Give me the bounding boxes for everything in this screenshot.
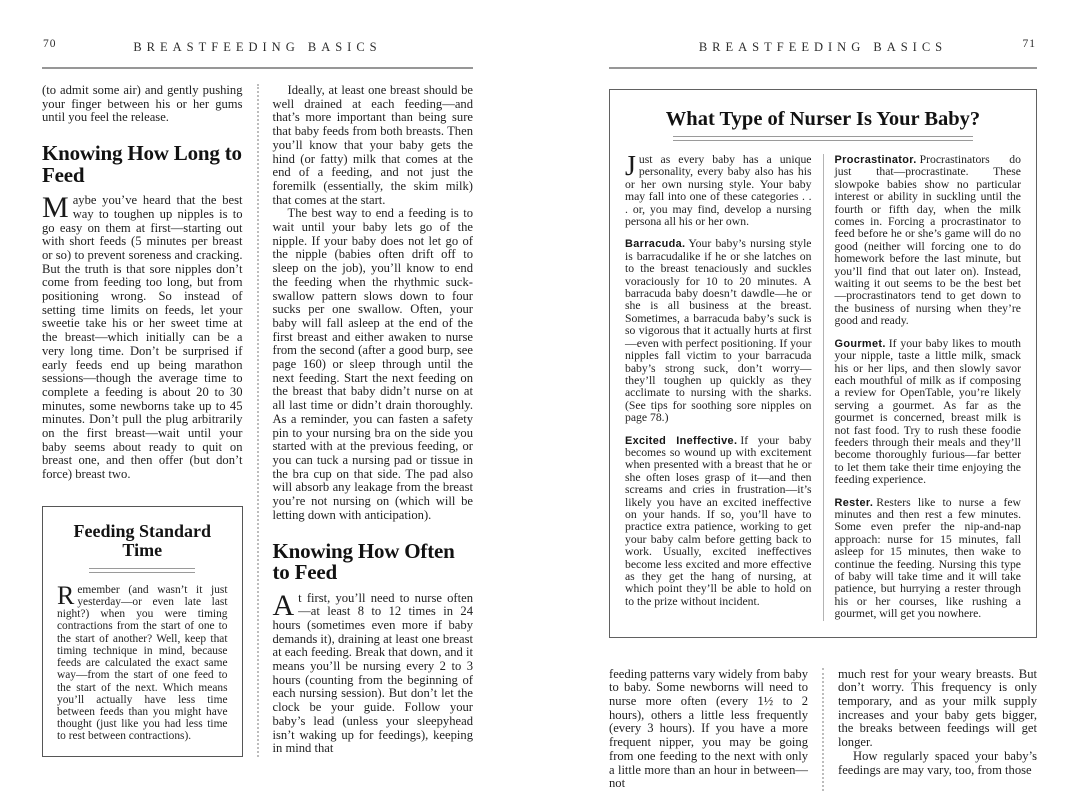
paragraph-end-feeding: The best way to end a feeding is to wait until your baby lets go of the nipple. If your baby does not let go of the nipple (babies often drift off to sleep on the job), you’ll know to end the feeding when the rhythmic suck-swallow pattern slows down to four sucks per one swallow. Often, your baby will fall asleep at the end of the first breast and either awaken to nurse from the second (after a good burp, see page 160) or sleep through until the next feeding. Start the next feeding on the breast that baby didn’t nurse on at all last time or didn’t drain thoroughly. As a reminder, you can fasten a safety pin to your nursing bra on the side you started with at the previous feeding, or you can tuck a nursing pad or tissue in the bra cup on that side. The pad also will absorb any leakage from the breast you’re not nursing on (which will be letting down with anticipation). <box>272 206 473 522</box>
continuation-paragraph: (to admit some air) and gently pushing your finger between his or her gums until you feel the release. <box>42 83 243 125</box>
paragraph-ideally: Ideally, at least one breast should be well drained at each feeding—and that’s more important than being sure that baby feeds from both breasts. Then you’ll know that your baby gets the hind (or fatty) milk that comes at the end of a feeding, and not just the foremilk (essentially, the skim milk) that comes at the start. <box>272 83 473 207</box>
page-70-column-2 <box>273 84 474 757</box>
box-column-2 <box>835 154 1022 621</box>
entry-procrastinator <box>835 154 1022 328</box>
bottom-paragraph-how-regularly: How regularly spaced your baby’s feedings are may vary, too, from those <box>838 748 1037 777</box>
dropcap-m: M <box>42 191 69 225</box>
entry-gourmet <box>835 338 1022 487</box>
running-head-right: BREASTFEEDING BASICS <box>698 40 948 54</box>
paragraph-how-often <box>272 588 474 756</box>
page-71 <box>609 30 1037 791</box>
dropcap-a: A <box>272 588 295 622</box>
column-divider-dotted-left-page <box>257 84 259 757</box>
page-70 <box>42 30 473 757</box>
page-71-bottom-columns <box>609 668 1037 791</box>
section-heading-how-long: Knowing How Long to Feed <box>42 141 242 187</box>
box-what-type-of-nurser <box>609 89 1037 638</box>
paragraph-how-long <box>42 191 243 482</box>
entry-excited-ineffective <box>625 435 812 609</box>
page-70-column-1 <box>42 84 243 757</box>
entry-procrastinator-label: Procrastinator. <box>834 154 917 166</box>
bottom-continuation-paragraph: feeding patterns vary widely from baby to baby. Some newborns will need to nurse more often (every 1½ to 2 hours), others a little less frequently (every 3 hours). If you have a more frequent nipper, you may be going from one feeding to the next with only a little more than an hour in between—not <box>609 666 808 791</box>
page-70-header <box>42 30 473 69</box>
entry-rester-label: Rester. <box>834 496 874 509</box>
box-column-1 <box>625 151 812 621</box>
dropcap-j: J <box>625 151 636 182</box>
sidebar-title-rule <box>89 568 195 573</box>
entry-barracuda-label: Barracuda. <box>625 238 686 251</box>
box-intro-text: ust as every baby has a unique personality, every baby also has his or her own nursing style. Your baby may fall into one of these categories . . . or, you may find, develop a nursing persona all his or her own. <box>625 153 812 229</box>
entry-gourmet-text: If your baby likes to mouth your nipple, taste a little milk, smack his or her lips, and then slowly savor each mouthful of milk as if composing a review for OpenTable, you’re likely serving a gourmet. As far as the gourmet is concerned, breast milk is not fast food. Try to rush these foodie feeders through their meals and they’ll become thoroughly furious—far better to let them take their time enjoying the feeding experience. <box>834 336 1021 487</box>
page-70-columns <box>42 84 473 757</box>
box-title-rule <box>673 136 974 141</box>
page-71-bottom-column-1 <box>609 668 808 791</box>
sidebar-title: Feeding Standard Time <box>73 520 212 561</box>
sidebar-body <box>57 580 228 743</box>
box-intro <box>625 151 812 229</box>
page-71-bottom-column-2 <box>838 668 1037 791</box>
box-title: What Type of Nurser Is Your Baby? <box>665 108 981 130</box>
sidebar-body-text: emember (and wasn’t it just yesterday—or even late last night?) when you were timing contractions from the start of one to the start of another? Well, keep that timing technique in mind, because feeds are calculated the exact same way—from the start of one feed to the start of the next. Which means you’ll actually have less time between feeds than you might have thought (just like you had less time to rest between contractions). <box>57 583 228 743</box>
box-column-divider <box>823 154 824 621</box>
page-71-header <box>609 30 1037 69</box>
entry-rester-text: Resters like to nurse a few minutes and then rest a few minutes. Some even prefer the nip-and-nap approach: nurse for 15 minutes, fall asleep for 15 minutes, then wake to continue the feeding. Nursing this type of baby will take time and it will take patience, but hurrying a rester through his or her courses, like rushing a gourmet, will get you nowhere. <box>834 495 1021 621</box>
paragraph-how-often-text: t first, you’ll need to nurse often—at least 8 to 12 times in 24 hours (sometimes even more if baby demands it), draining at least one breast at each feeding. Break that down, and it means you’ll be nursing every 2 to 3 hours (counting from the beginning of each nursing session). But don’t let the clock be your guide. Follow your baby’s lead (unless your sleepyhead isn’t waking up for feedings), keeping in mind that <box>272 590 473 756</box>
entry-rester <box>835 497 1022 621</box>
paragraph-how-long-text: aybe you’ve heard that the best way to toughen up nipples is to go easy on them at first—starting out with short feeds (5 minutes per breast or so) to prevent soreness and cracking. But the truth is that sore nipples don’t come from feeding too long, but from positioning wrong. So instead of setting time limits on feeds, let your sweetie take his or her sweet time at the breast—which initially can be a very long time. Don’t be surprised if early feeds end up being marathon sessions—though the average time to complete a feeding is about 20 to 30 minutes, some newborns take up to 45 minutes. Don’t pull the plug arbitrarily on the first breast—wait until your baby seems about ready to quit on breast one, and then offer (but don’t force) breast two. <box>42 193 243 482</box>
bottom-paragraph-much-rest: much rest for your weary breasts. But don’t worry. This frequency is only temporary, and as your milk supply increases and your baby gets bigger, the breaks between feedings will get longer. <box>838 666 1037 750</box>
sidebar-feeding-standard-time <box>42 506 243 757</box>
column-divider-dotted-right-page <box>822 668 824 791</box>
section-heading-how-often: Knowing How Often to Feed <box>272 538 455 584</box>
page-number-70: 70 <box>43 38 57 50</box>
entry-barracuda <box>625 238 812 424</box>
dropcap-r: R <box>57 580 75 610</box>
box-columns <box>625 151 1021 621</box>
running-head-left: BREASTFEEDING BASICS <box>133 40 382 54</box>
entry-excited-ineffective-label: Excited Ineffective. <box>625 434 738 447</box>
entry-procrastinator-text: Procrastinators do just that—procrastinate. These slowpoke babies show no particular interest or ability in suckling until the fourth or fifth day, when the milk comes in. Forcing a procrastinator to feed before he or she’s game will do no good (neither will forcing one to do homework before the last minute, but you’ll find that out later on). Instead, waiting it out seems to be the best bet—procrastinators tend to get down to the business of nursing when they’re good and ready. <box>834 153 1021 328</box>
page-number-71: 71 <box>1022 38 1036 50</box>
entry-gourmet-label: Gourmet. <box>834 337 886 350</box>
entry-barracuda-text: Your baby’s nursing style is barracudalike if he or she latches on to the breast tenaciously and suckles voraciously for 10 to 20 minutes. A barracuda baby doesn’t dawdle—he or she is all business at the breast. Sometimes, a barracuda baby’s suck is so vigorous that it actually hurts at first—even with perfect positioning. If your nipples fall victim to your barracuda baby’s strong suck, don’t worry—they’ll toughen up quickly as they acclimate to nursing with the sharks. (See tips for soothing sore nipples on page 78.) <box>625 237 812 425</box>
entry-excited-ineffective-text: If your baby becomes so wound up with excitement when presented with a breast that he or she often loses grasp of it—and then screams and cries in frustration—it’s likely you have an excited ineffective on your hands. If so, you’ll have to practice extra patience, working to get your baby calm before getting back to work. Usually, excited ineffectives become less excited and more effective as they get the hang of nursing, at which point they’ll be able to hold on to the prize without incident. <box>625 433 812 608</box>
